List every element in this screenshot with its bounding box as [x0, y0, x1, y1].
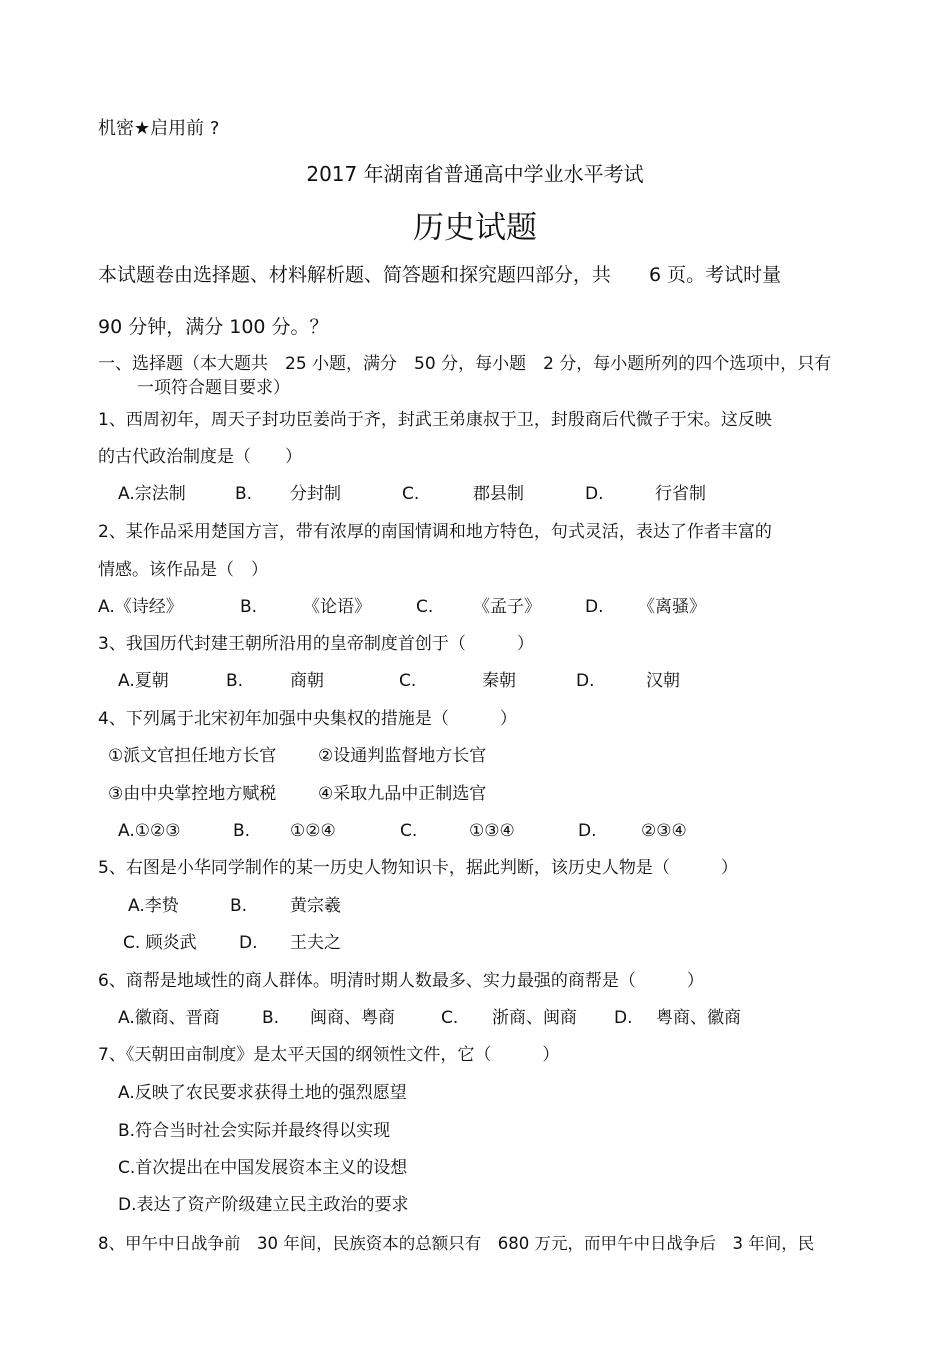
q5-stem: 5、右图是小华同学制作的某一历史人物知识卡，据此判断，该历史人物是（ ）: [98, 858, 738, 878]
q1-option-c: C.: [402, 484, 420, 504]
q1-option-b: B.: [235, 484, 253, 504]
q6-option-c: C.: [441, 1008, 459, 1028]
q6-option-b: B.: [262, 1008, 280, 1028]
q2-option-b-text: 《论语》: [303, 597, 371, 617]
q2-option-c-text: 《孟子》: [473, 597, 541, 617]
q2-stem: 2、某作品采用楚国方言，带有浓厚的南国情调和地方特色，句式灵活，表达了作者丰富的: [98, 522, 772, 542]
q3-option-b-text: 商朝: [290, 671, 324, 691]
q6-stem: 6、商帮是地域性的商人群体。明清时期人数最多、实力最强的商帮是（ ）: [98, 971, 704, 991]
q1-stem-cont: 的古代政治制度是（ ）: [98, 447, 302, 467]
q4-option-d: D.: [578, 821, 597, 841]
q4-option-c-text: ①③④: [469, 821, 515, 841]
q2-option-a: A.《诗经》: [98, 597, 183, 617]
q3-option-b: B.: [226, 671, 244, 691]
q3-option-d-text: 汉朝: [646, 671, 680, 691]
q1-option-b-text: 分封制: [290, 484, 341, 504]
q4-option-d-text: ②③④: [641, 821, 687, 841]
q1-option-d: D.: [585, 484, 604, 504]
q7-option-d: D.表达了资产阶级建立民主政治的要求: [118, 1195, 409, 1215]
q6-option-d-text: 粤商、徽商: [656, 1008, 741, 1028]
q8-stem: 8、甲午中日战争前 30 年间，民族资本的总额只有 680 万元，而甲午中日战争后 3 年间，民: [98, 1234, 815, 1253]
exam-subtitle: 2017 年湖南省普通高中学业水平考试: [306, 162, 644, 186]
q6-option-c-text: 浙商、闽商: [492, 1008, 577, 1028]
q7-option-c: C.首次提出在中国发展资本主义的设想: [118, 1158, 408, 1178]
q5-option-d: D.: [239, 933, 258, 953]
q4-option-b-text: ①②④: [290, 821, 336, 841]
q4-option-b: B.: [233, 821, 251, 841]
intro-line-1: 本试题卷由选择题、材料解析题、简答题和探究题四部分，共 6 页。考试时量: [98, 264, 782, 286]
q4-item-1: ①派文官担任地方长官: [108, 746, 277, 766]
q4-item-3: ③由中央掌控地方赋税: [108, 784, 277, 804]
q6-option-d: D.: [614, 1008, 633, 1028]
q3-option-c-text: 秦朝: [482, 671, 516, 691]
section-heading-cont: 一项符合题目要求）: [137, 378, 290, 398]
exam-title: 历史试题: [413, 210, 537, 246]
q5-option-b: B.: [230, 896, 248, 916]
q4-item-4: ④采取九品中正制选官: [318, 784, 487, 804]
q5-option-a: A.李贽: [128, 896, 179, 916]
q6-option-a: A.徽商、晋商: [118, 1008, 220, 1028]
q2-option-d: D.: [585, 597, 604, 617]
q5-option-d-text: 王夫之: [290, 933, 341, 953]
q3-stem: 3、我国历代封建王朝所沿用的皇帝制度首创于（ ）: [98, 634, 534, 654]
q1-option-d-text: 行省制: [655, 484, 706, 504]
q4-item-2: ②设通判监督地方长官: [318, 746, 487, 766]
q3-option-c: C.: [399, 671, 417, 691]
q4-stem: 4、下列属于北宋初年加强中央集权的措施是（ ）: [98, 709, 517, 729]
section-heading: 一、选择题（本大题共 25 小题，满分 50 分，每小题 2 分，每小题所列的四个选项中，只有: [98, 354, 832, 374]
q2-option-b: B.: [240, 597, 258, 617]
q1-option-c-text: 郡县制: [473, 484, 524, 504]
q1-stem: 1、西周初年，周天子封功臣姜尚于齐，封武王弟康叔于卫，封殷商后代微子于宋。这反映: [98, 410, 772, 430]
q2-option-c: C.: [416, 597, 434, 617]
q5-option-c: C. 顾炎武: [123, 933, 197, 953]
q2-stem-cont: 情感。该作品是（ ）: [98, 560, 268, 580]
q6-option-b-text: 闽商、粤商: [310, 1008, 395, 1028]
q3-option-a: A.夏朝: [118, 671, 169, 691]
q1-option-a: A.宗法制: [118, 484, 186, 504]
confidential-tag: 机密★启用前 ?: [98, 118, 220, 139]
q7-stem: 7、《天朝田亩制度》是太平天国的纲领性文件，它（ ）: [98, 1045, 560, 1065]
q3-option-d: D.: [576, 671, 595, 691]
intro-line-2: 90 分钟，满分 100 分。？: [98, 316, 329, 338]
q7-option-b: B.符合当时社会实际并最终得以实现: [118, 1121, 391, 1141]
q5-option-b-text: 黄宗羲: [290, 896, 341, 916]
q4-option-a: A.①②③: [118, 821, 181, 841]
q7-option-a: A.反映了农民要求获得土地的强烈愿望: [118, 1083, 407, 1103]
q2-option-d-text: 《离骚》: [638, 597, 706, 617]
q4-option-c: C.: [400, 821, 418, 841]
